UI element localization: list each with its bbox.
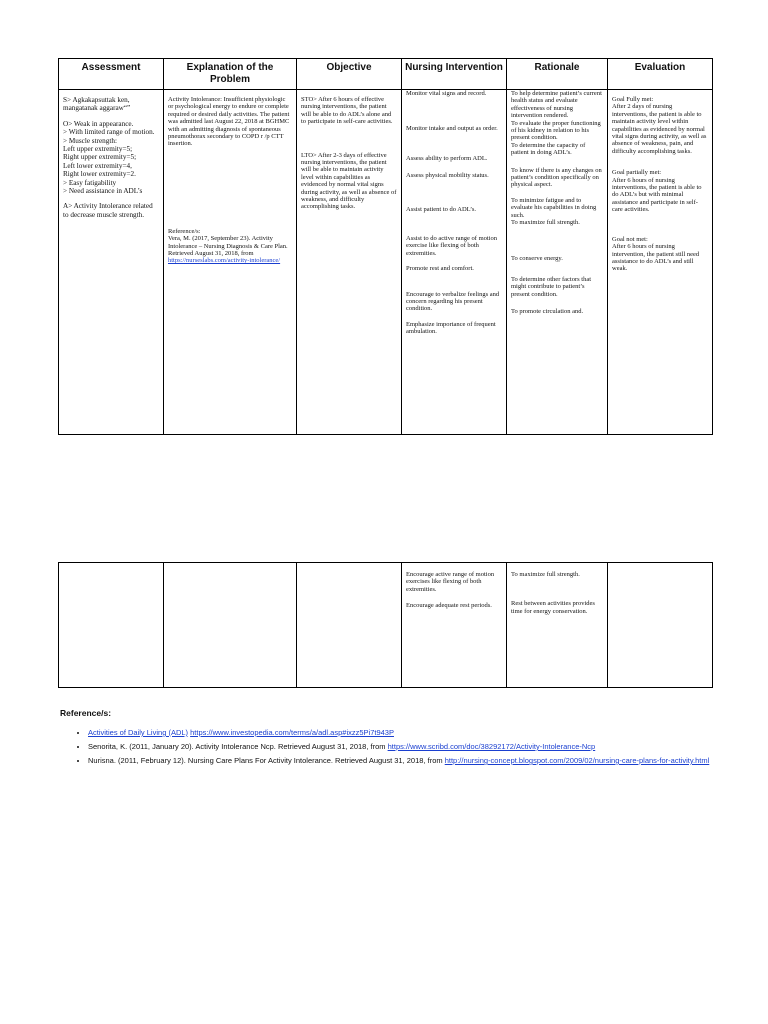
- evaluation-goal-fully-met: Goal Fully met: After 2 days of nursing interventions, the patient is able to maintain activity level within capabilities as evidenced by normal vital signs during activity, as well as absence of weakness, pain, and difficulty accomplishing tasks.: [612, 96, 707, 155]
- rationale-item: To determine other factors that might contribute to patient’s present condition.: [511, 275, 592, 298]
- assessment-analysis: A> Activity Intolerance related to decrease muscle strength.: [63, 202, 153, 219]
- assessment-cell-empty: [59, 563, 164, 688]
- explanation-cell-empty: [164, 563, 297, 688]
- intervention-item: Assist patient to do ADL’s.: [406, 205, 477, 213]
- rationale-item: To determine the capacity of patient in doing ADL’s.: [511, 141, 586, 157]
- long-term-objective: LTO> After 2-3 days of effective nursing interventions, the patient will be able to maintain activity level within capabilities as evidenced by normal vital signs during activity, as well as absence of weakness, and difficulty accomplishing tasks.: [301, 151, 397, 211]
- intervention-cell: [402, 563, 507, 688]
- reference-url-link[interactable]: http://nursing-concept.blogspot.com/2009/02/nursing-care-plans-for-activity.html: [444, 756, 710, 765]
- intervention-item: Encourage adequate rest periods.: [406, 602, 492, 610]
- reference-label: Reference/s:: [168, 227, 201, 235]
- nursing-care-plan-table: [58, 58, 713, 435]
- intervention-item: Assess physical mobility status.: [406, 172, 489, 180]
- header-evaluation: Evaluation: [608, 59, 713, 90]
- header-assessment: Assessment: [59, 59, 164, 90]
- intervention-item: Monitor vital signs and record.: [406, 90, 487, 97]
- explanation-text: Activity Intolerance: Insufficient physiologic or psychological energy to endure or complete required or desired daily activities. The patient was admitted last August 22, 2018 at BGHMC with an admitting diagnosis of spontaneous pneumothorax secondary to COPD r /p CTT insertion.: [168, 96, 290, 148]
- rationale-item: To maximize full strength.: [511, 571, 580, 578]
- rationale-item: To maximize full strength.: [511, 219, 580, 227]
- rationale-item: To minimize fatigue and to evaluate his capabilities in doing such.: [511, 196, 597, 219]
- references-heading: Reference/s:: [60, 708, 112, 718]
- intervention-item: Assist to do active range of motion exercise like flexing of both extremities.: [406, 235, 497, 257]
- rationale-item: To conserve energy.: [511, 254, 563, 262]
- intervention-cell: [402, 90, 507, 435]
- references-list: [60, 728, 720, 766]
- rationale-cell: [507, 90, 608, 435]
- table-row: [59, 90, 713, 435]
- references-section: [60, 708, 720, 770]
- rationale-item: To promote circulation and.: [511, 308, 584, 316]
- header-objective: Objective: [297, 59, 402, 90]
- reference-text: Nurisna. (2011, February 12). Nursing Care Plans For Activity Intolerance. Retrieved August 31, 2018, from: [88, 756, 445, 765]
- list-item: [88, 728, 720, 738]
- list-item: [88, 742, 720, 752]
- intervention-item: Assess ability to perform ADL.: [406, 154, 488, 162]
- header-explanation: Explanation of the Problem: [164, 59, 297, 90]
- rationale-item: To evaluate the proper functioning of his kidney in relation to his present condition.: [511, 119, 601, 142]
- rationale-item: Rest between activities provides time for energy conservation.: [511, 600, 595, 615]
- intervention-item: Promote rest and comfort.: [406, 265, 474, 273]
- objective-data: O> Weak in appearance. > With limited range of motion. > Muscle strength: Left upper extremity=5; Right upper extremity=5; Left lower extremity=4, Right lower extremity=2. > Easy fatigability > Need assistance in ADL’s: [63, 119, 155, 196]
- subjective-data: S> Agkakapsuttak ken, mangatanak aggaraw“”: [63, 96, 131, 113]
- intervention-item: Emphasize importance of frequent ambulation.: [406, 320, 496, 336]
- nursing-care-plan-table-continued: [58, 562, 713, 688]
- list-item: [88, 756, 720, 766]
- table-header-row: [59, 59, 713, 90]
- evaluation-goal-not-met: Goal not met: After 6 hours of nursing intervention, the patient still need assistance to do ADL’s and still weak.: [612, 235, 700, 273]
- short-term-objective: STO> After 6 hours of effective nursing interventions, the patient will be able to do ADL’s alone and to participate in self-care activities.: [301, 96, 393, 126]
- intervention-item: Monitor intake and output as order.: [406, 125, 498, 133]
- intervention-item: Encourage active range of motion exercises like flexing of both extremities.: [406, 571, 495, 593]
- objective-cell-empty: [297, 563, 402, 688]
- intervention-item: Encourage to verbalize feelings and concern regarding his present condition.: [406, 290, 500, 313]
- rationale-item: To know if there is any changes on patient’s condition specifically on physical aspect.: [511, 166, 602, 189]
- reference-text: Senorita, K. (2011, January 20). Activity Intolerance Ncp. Retrieved August 31, 2018, from: [88, 742, 388, 751]
- rationale-cell: [507, 563, 608, 688]
- evaluation-goal-partially-met: Goal partially met: After 6 hours of nursing interventions, the patient is able to do ADL’s but with minimal assistance and participate in self-care activities.: [612, 169, 702, 214]
- assessment-cell: [59, 90, 164, 435]
- header-nursing-intervention: Nursing Intervention: [402, 59, 507, 90]
- reference-text: Vera, M. (2017, September 23). Activity Intolerance – Nursing Diagnosis & Care Plan. Retrieved August 31, 2018, from: [168, 235, 288, 258]
- objective-cell: [297, 90, 402, 435]
- table-row: [59, 563, 713, 688]
- header-rationale: Rationale: [507, 59, 608, 90]
- explanation-cell: [164, 90, 297, 435]
- reference-title-link[interactable]: Activities of Daily Living (ADL): [88, 728, 189, 737]
- evaluation-cell-empty: [608, 563, 713, 688]
- reference-link[interactable]: https://nurseslabs.com/activity-intolerance/: [168, 257, 281, 265]
- reference-url-link[interactable]: https://www.investopedia.com/terms/a/adl.asp#ixzz5Pi7t943P: [190, 728, 394, 737]
- evaluation-cell: [608, 90, 713, 435]
- rationale-item: To help determine patient’s current health status and evaluate effectiveness of nursing intervention rendered.: [511, 90, 602, 120]
- reference-url-link[interactable]: https://www.scribd.com/doc/38292172/Activity-Intolerance-Ncp: [387, 742, 596, 751]
